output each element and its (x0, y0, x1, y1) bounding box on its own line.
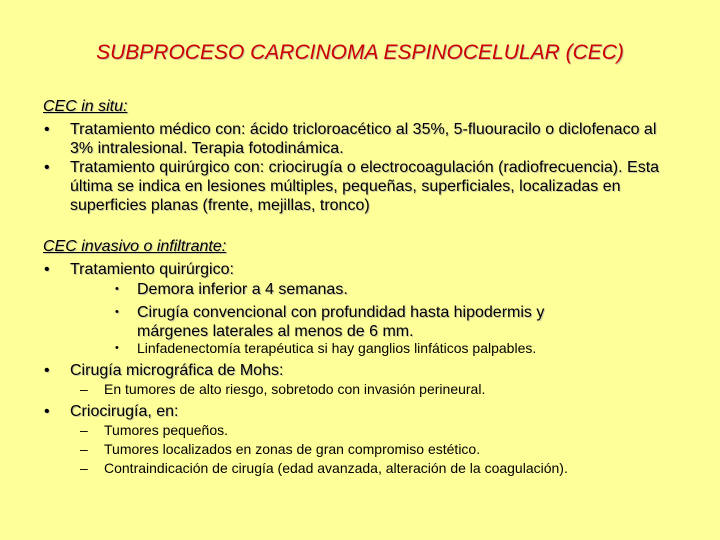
list-item-text: Cirugía micrográfica de Mohs: (70, 362, 284, 379)
list-item-text: Tratamiento quirúrgico: (70, 261, 234, 278)
list-item-text: Tratamiento médico con: ácido tricloroacético al 35%, 5-fluouracilo o diclofenaco al 3% intralesional. Terapia fotodinámica. (70, 121, 657, 157)
bullet-icon: • (44, 403, 50, 420)
list-item (44, 120, 670, 158)
page-title: SUBPROCESO CARCINOMA ESPINOCELULAR (CEC) (96, 41, 624, 64)
heading-invasive: CEC invasivo o infiltrante: (43, 238, 227, 255)
list-item-text: Linfadenectomía terapéutica si hay ganglios linfáticos palpables. (137, 340, 537, 356)
list-item (44, 158, 690, 215)
list-item (80, 380, 664, 398)
bullet-icon: • (44, 159, 50, 176)
list-item-text: Criocirugía, en: (70, 403, 179, 420)
list-item (80, 440, 694, 458)
bullet-icon: • (115, 342, 119, 354)
list-item-text: Tumores localizados en zonas de gran compromiso estético. (104, 441, 481, 457)
list-item (44, 260, 670, 279)
list-item-text: En tumores de alto riesgo, sobretodo con invasión perineural. (104, 381, 486, 397)
list-item (44, 361, 670, 380)
bullet-icon: • (44, 121, 50, 138)
bullet-icon: • (115, 283, 119, 295)
list-item-text: Tumores pequeños. (104, 422, 228, 438)
list-item (80, 459, 704, 477)
dash-icon: – (80, 460, 88, 476)
bullet-icon: • (115, 306, 119, 318)
dash-icon: – (80, 441, 88, 457)
list-item (80, 421, 694, 439)
list-item (115, 303, 617, 341)
list-item-text: Contraindicación de cirugía (edad avanzada, alteración de la coagulación). (104, 460, 568, 476)
list-item-text: Cirugía convencional con profundidad hasta hipodermis y márgenes laterales al menos de 6 mm. (137, 304, 545, 340)
dash-icon: – (80, 381, 88, 397)
list-item (44, 402, 670, 421)
list-item (115, 280, 617, 299)
list-item-text: Tratamiento quirúrgico con: criocirugía o electrocoagulación (radiofrecuencia). Esta última se indica en lesiones múltiples, pequeñas, superficiales, localizadas en superficies planas (frente, mejillas, tronco) (70, 159, 660, 214)
list-item-text: Demora inferior a 4 semanas. (137, 281, 348, 298)
bullet-icon: • (44, 261, 50, 278)
list-item (115, 339, 637, 357)
bullet-icon: • (44, 362, 50, 379)
heading-in-situ: CEC in situ: (43, 98, 128, 115)
dash-icon: – (80, 422, 88, 438)
